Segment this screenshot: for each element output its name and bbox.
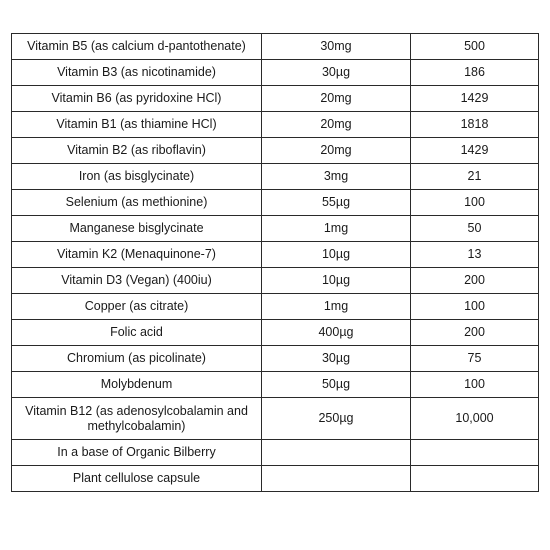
amount-cell: 400µg xyxy=(262,320,411,346)
table-row xyxy=(12,268,539,294)
amount-cell: 20mg xyxy=(262,112,411,138)
nrv-cell: 50 xyxy=(411,216,539,242)
ingredients-table-container xyxy=(11,33,538,492)
table-row xyxy=(12,440,539,466)
nrv-cell xyxy=(411,466,539,492)
nrv-cell: 1429 xyxy=(411,138,539,164)
amount-cell: 30µg xyxy=(262,60,411,86)
ingredient-name-cell: Vitamin D3 (Vegan) (400iu) xyxy=(12,268,262,294)
amount-cell: 20mg xyxy=(262,86,411,112)
ingredient-name-cell: Selenium (as methionine) xyxy=(12,190,262,216)
table-row xyxy=(12,34,539,60)
nrv-cell: 1429 xyxy=(411,86,539,112)
table-row xyxy=(12,320,539,346)
amount-cell: 55µg xyxy=(262,190,411,216)
ingredients-table-body xyxy=(12,34,539,492)
amount-cell: 1mg xyxy=(262,294,411,320)
ingredient-name-cell: Vitamin B2 (as riboflavin) xyxy=(12,138,262,164)
ingredient-name-cell: Vitamin B6 (as pyridoxine HCl) xyxy=(12,86,262,112)
ingredient-name-cell: Vitamin B5 (as calcium d-pantothenate) xyxy=(12,34,262,60)
table-row xyxy=(12,398,539,440)
ingredient-name-cell: In a base of Organic Bilberry xyxy=(12,440,262,466)
table-row xyxy=(12,190,539,216)
table-row xyxy=(12,112,539,138)
amount-cell: 20mg xyxy=(262,138,411,164)
table-row xyxy=(12,216,539,242)
amount-cell: 10µg xyxy=(262,268,411,294)
ingredient-name-cell: Copper (as citrate) xyxy=(12,294,262,320)
nrv-cell: 10,000 xyxy=(411,398,539,440)
ingredient-name-cell: Vitamin B3 (as nicotinamide) xyxy=(12,60,262,86)
ingredients-table xyxy=(11,33,539,492)
table-row xyxy=(12,294,539,320)
amount-cell: 50µg xyxy=(262,372,411,398)
ingredient-name-cell: Vitamin B12 (as adenosylcobalamin and methylcobalamin) xyxy=(12,398,262,440)
nrv-cell: 100 xyxy=(411,294,539,320)
nrv-cell: 200 xyxy=(411,320,539,346)
ingredient-name-cell: Vitamin B1 (as thiamine HCl) xyxy=(12,112,262,138)
nrv-cell: 21 xyxy=(411,164,539,190)
nrv-cell: 100 xyxy=(411,190,539,216)
amount-cell: 30µg xyxy=(262,346,411,372)
ingredient-name-cell: Vitamin K2 (Menaquinone-7) xyxy=(12,242,262,268)
nrv-cell: 1818 xyxy=(411,112,539,138)
table-row xyxy=(12,86,539,112)
amount-cell: 1mg xyxy=(262,216,411,242)
amount-cell xyxy=(262,466,411,492)
amount-cell: 30mg xyxy=(262,34,411,60)
table-row xyxy=(12,60,539,86)
nrv-cell: 500 xyxy=(411,34,539,60)
table-row xyxy=(12,242,539,268)
table-row xyxy=(12,372,539,398)
amount-cell xyxy=(262,440,411,466)
ingredient-name-cell: Folic acid xyxy=(12,320,262,346)
nrv-cell: 100 xyxy=(411,372,539,398)
amount-cell: 10µg xyxy=(262,242,411,268)
nrv-cell: 13 xyxy=(411,242,539,268)
table-row xyxy=(12,164,539,190)
ingredient-name-cell: Manganese bisglycinate xyxy=(12,216,262,242)
amount-cell: 3mg xyxy=(262,164,411,190)
nrv-cell: 186 xyxy=(411,60,539,86)
table-row xyxy=(12,346,539,372)
table-row xyxy=(12,466,539,492)
ingredient-name-cell: Molybdenum xyxy=(12,372,262,398)
ingredient-name-cell: Chromium (as picolinate) xyxy=(12,346,262,372)
nrv-cell: 200 xyxy=(411,268,539,294)
nrv-cell xyxy=(411,440,539,466)
amount-cell: 250µg xyxy=(262,398,411,440)
ingredient-name-cell: Iron (as bisglycinate) xyxy=(12,164,262,190)
nrv-cell: 75 xyxy=(411,346,539,372)
ingredient-name-cell: Plant cellulose capsule xyxy=(12,466,262,492)
table-row xyxy=(12,138,539,164)
